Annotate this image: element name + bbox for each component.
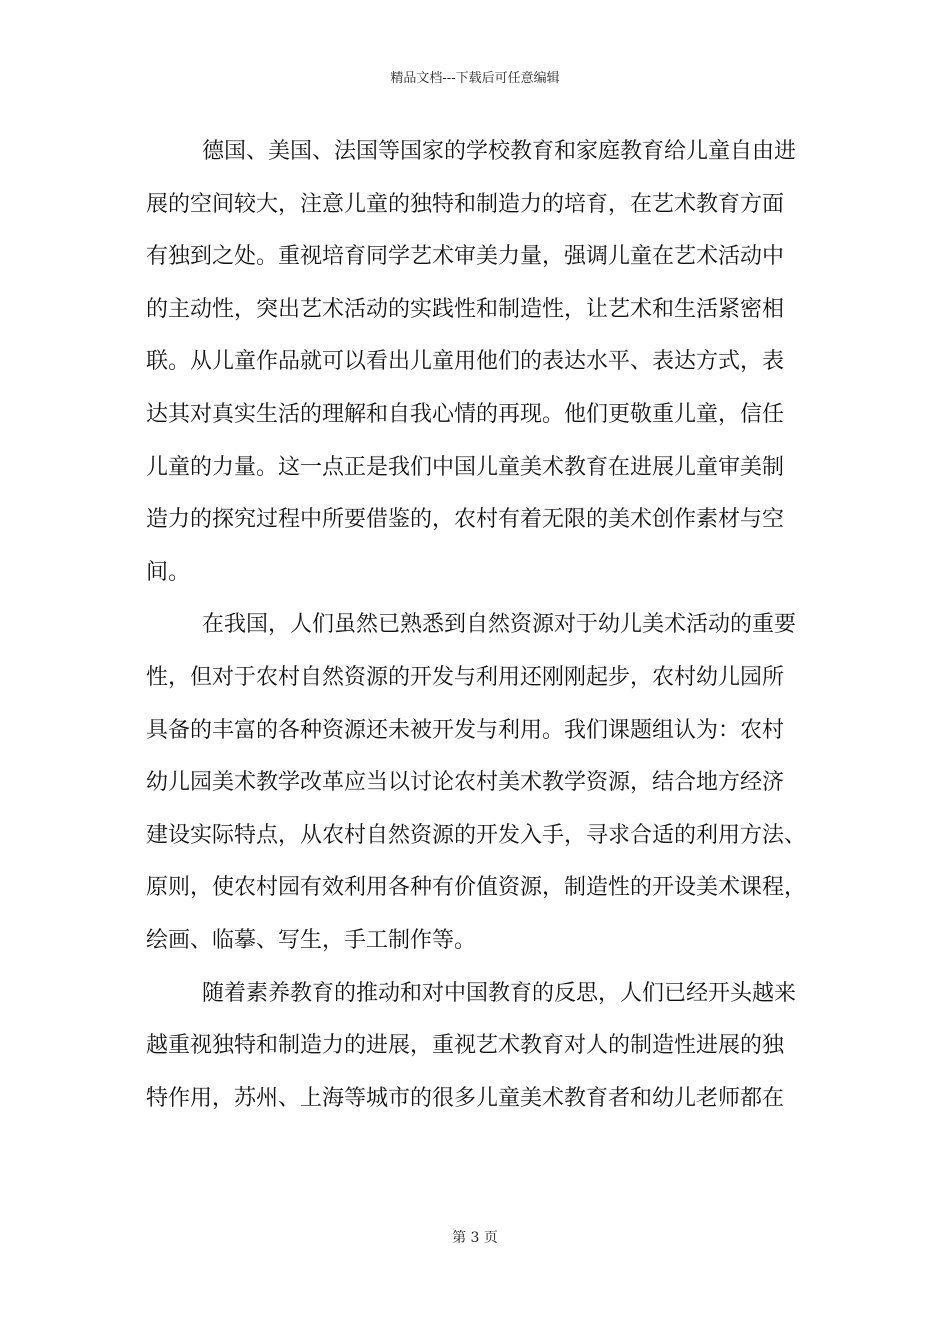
running-header: 精品文档---下载后可任意编辑 [390,71,560,86]
text-line: 在我国，人们虽然已熟悉到自然资源对于幼儿美术活动的重要 [202,612,797,638]
text-line: 联。从儿童作品就可以看出儿童用他们的表达水平、表达方式，表 [146,349,785,375]
text-line: 有独到之处。重视培育同学艺术审美力量，强调儿童在艺术活动中 [146,244,785,270]
paragraph-2 [146,608,818,976]
text-line: 特作用，苏州、上海等城市的很多儿童美术教育者和幼儿老师都在 [146,1085,785,1111]
paragraph-3 [146,977,818,1135]
text-line: 儿童的力量。这一点正是我们中国儿童美术教育在进展儿童审美制 [146,454,785,480]
text-line: 德国、美国、法国等国家的学校教育和家庭教育给儿童自由进 [202,139,797,164]
text-line: 达其对真实生活的理解和自我心情的再现。他们更敬重儿童，信任 [146,401,785,427]
body-text [146,135,818,1134]
text-line: 造力的探究过程中所要借鉴的，农村有着无限的美术创作素材与空 [146,507,785,533]
paragraph-1 [146,135,818,608]
text-line: 随着素养教育的推动和对中国教育的反思，人们已经开头越来 [202,980,797,1006]
page-number: 第 3 页 [452,1230,498,1246]
text-line: 的主动性，突出艺术活动的实践性和制造性，让艺术和生活紧密相 [146,296,785,322]
text-line: 幼儿园美术教学改革应当以讨论农村美术教学资源，结合地方经济 [146,770,785,796]
text-line: 建设实际特点，从农村自然资源的开发入手，寻求合适的利用方法、 [146,822,807,848]
text-line: 间。 [146,559,191,585]
text-line: 原则，使农村园有效利用各种有价值资源，制造性的开设美术课程， [146,875,807,901]
text-line: 越重视独特和制造力的进展，重视艺术教育对人的制造性进展的独 [146,1033,785,1059]
text-line: 性，但对于农村自然资源的开发与利用还刚刚起步，农村幼儿园所 [146,664,785,690]
text-line: 绘画、临摹、写生，手工制作等。 [146,927,477,953]
text-line: 具备的丰富的各种资源还未被开发与利用。我们课题组认为：农村 [146,717,785,743]
text-line: 展的空间较大，注意儿童的独特和制造力的培育，在艺术教育方面 [146,191,785,217]
